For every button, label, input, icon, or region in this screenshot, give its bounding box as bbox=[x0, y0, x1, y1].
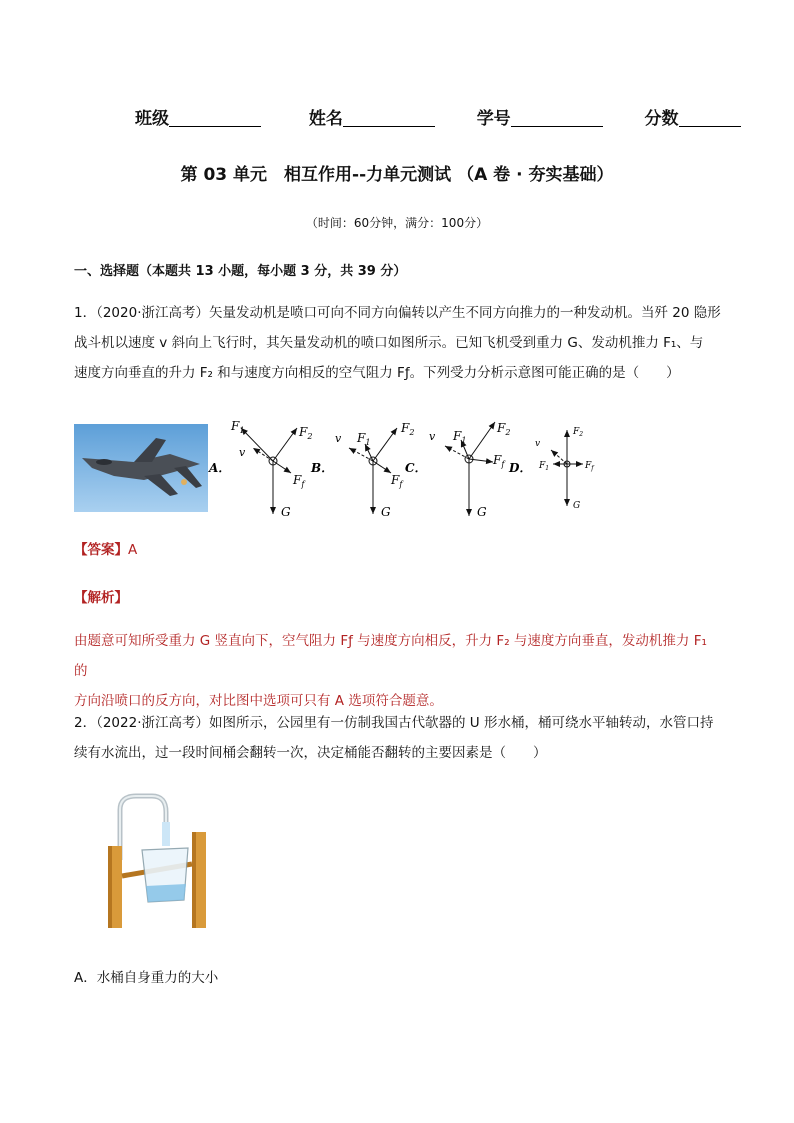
svg-text:Ff: $F_f$ bbox=[493, 453, 505, 469]
svg-text:G: G bbox=[477, 505, 487, 519]
q2-line1: 2．（2022·浙江高考）如图所示，公园里有一仿制我国古代欹器的 U 形水桶，桶可绕水平轴转动，水管口持 bbox=[74, 715, 714, 731]
svg-text:F2: $F_2$ bbox=[497, 421, 511, 437]
svg-text:G: G bbox=[573, 501, 581, 511]
id-blank[interactable] bbox=[511, 108, 603, 127]
id-label: 学号 bbox=[476, 109, 511, 129]
q2-line2: 续有水流出，过一段时间桶会翻转一次，决定桶能否翻转的主要因素是（ ） bbox=[74, 745, 547, 761]
diagram-c bbox=[429, 421, 510, 519]
class-blank[interactable] bbox=[169, 108, 261, 127]
option-d-label[interactable]: D． bbox=[509, 461, 532, 475]
svg-text:F1: $F_1$ bbox=[231, 419, 245, 435]
page-subtitle: （时间：60分钟，满分：100分） bbox=[305, 216, 489, 230]
svg-text:v: v bbox=[535, 439, 541, 449]
class-label: 班级 bbox=[135, 109, 169, 129]
svg-text:F2: $F_2$ bbox=[401, 421, 415, 437]
analysis-line2: 方向沿喷口的反方向，对比图中选项可只有 A 选项符合题意。 bbox=[74, 693, 443, 709]
q1-line3: 速度方向垂直的升力 F₂ 和与速度方向相反的空气阻力 Fƒ。下列受力分析示意图可能正确的是（ ） bbox=[74, 365, 680, 381]
q2-option-a[interactable]: A．水桶自身重力的大小 bbox=[74, 970, 219, 986]
diagram-d bbox=[535, 427, 595, 511]
svg-text:G: G bbox=[381, 505, 391, 519]
q1-line1: 1．（2020·浙江高考）矢量发动机是喷口可向不同方向偏转以产生不同方向推力的一种发动机。当歼 20 隐形 bbox=[74, 305, 721, 321]
force-diagrams bbox=[205, 418, 615, 522]
svg-text:Ff: $F_f$ bbox=[391, 473, 403, 489]
q1-answer bbox=[74, 538, 137, 558]
svg-text:v: v bbox=[429, 430, 436, 443]
svg-text:G: G bbox=[281, 505, 291, 519]
answer-tag: 【答案】 bbox=[74, 542, 128, 558]
q1-text bbox=[74, 298, 724, 388]
q1-line2: 战斗机以速度 v 斜向上飞行时，其矢量发动机的喷口如图所示。已知飞机受到重力 G、发动机推力 F₁、与 bbox=[74, 335, 704, 351]
svg-text:v: v bbox=[335, 432, 342, 445]
svg-text:F2: $F_2$ bbox=[573, 427, 584, 438]
score-blank[interactable] bbox=[679, 108, 741, 127]
svg-text:Ff: $F_f$ bbox=[293, 473, 305, 489]
svg-text:F2: $F_2$ bbox=[299, 425, 313, 441]
page-title: 第 03 单元 相互作用--力单元测试 （A 卷 · 夯实基础） bbox=[180, 165, 614, 185]
analysis-tag: 【解析】 bbox=[74, 590, 128, 606]
option-a-label[interactable]: A． bbox=[209, 461, 231, 475]
name-label: 姓名 bbox=[308, 109, 343, 129]
diagram-a bbox=[230, 419, 312, 519]
diagram-b bbox=[335, 421, 414, 519]
u-bucket-figure bbox=[104, 790, 224, 930]
svg-text:Ff: $F_f$ bbox=[585, 461, 594, 472]
analysis-line1: 由题意可知所受重力 G 竖直向下，空气阻力 Fƒ 与速度方向相反，升力 F₂ 与速度方向垂直，发动机推力 F₁ 的 bbox=[74, 633, 707, 679]
name-blank[interactable] bbox=[343, 108, 435, 127]
section-heading: 一、选择题（本题共 13 小题，每小题 3 分，共 39 分） bbox=[74, 264, 407, 279]
svg-text:F1: $F_1$ bbox=[539, 461, 550, 472]
option-c-label[interactable]: C． bbox=[405, 461, 427, 475]
q2-text bbox=[74, 708, 724, 768]
svg-text:F1: $F_1$ bbox=[357, 431, 371, 447]
header-fields bbox=[135, 104, 741, 129]
svg-text:F1: $F_1$ bbox=[453, 429, 467, 445]
fighter-jet-photo bbox=[74, 424, 208, 512]
option-b-label[interactable]: B． bbox=[311, 461, 334, 475]
q1-analysis bbox=[74, 626, 724, 716]
score-label: 分数 bbox=[644, 109, 679, 129]
answer-value: A bbox=[128, 542, 138, 558]
svg-text:v: v bbox=[239, 446, 246, 459]
